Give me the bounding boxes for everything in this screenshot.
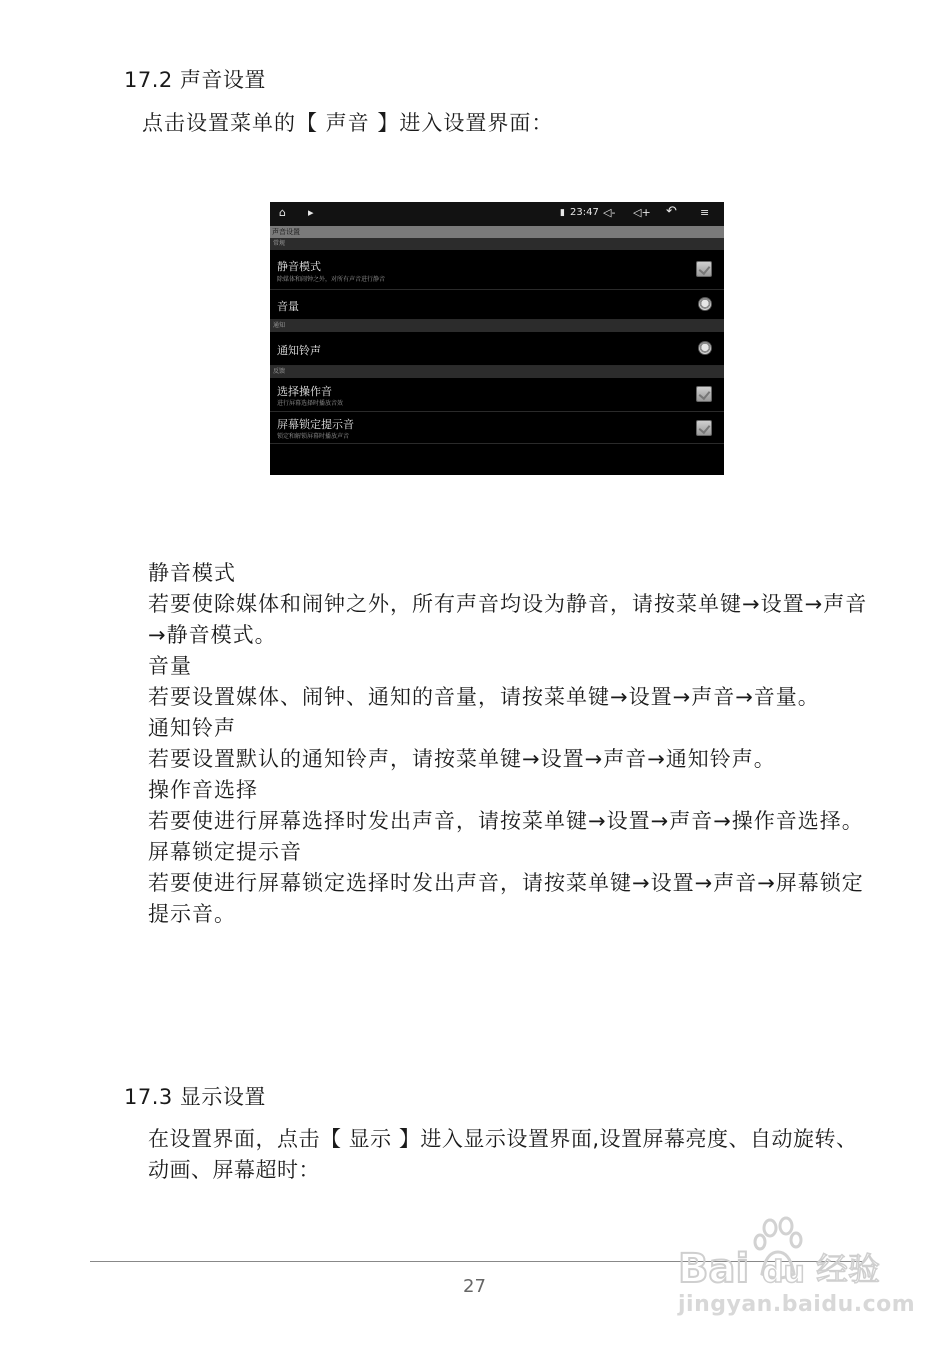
page-number: 27 [463, 1276, 486, 1297]
category-header: 通知 [270, 320, 724, 332]
back-icon: ↶ [666, 204, 677, 219]
setting-row-screen-lock-sounds [270, 412, 724, 444]
option-description: 若要设置媒体、闹钟、通知的音量，请按菜单键→设置→声音→音量。 [148, 685, 820, 709]
option-title: 静音模式 [148, 561, 236, 585]
option-title: 操作音选择 [148, 778, 258, 802]
category-header: 反馈 [270, 366, 724, 378]
svg-text:Bai: Bai [678, 1246, 750, 1292]
sound-settings-screenshot [270, 202, 724, 475]
setting-title: 音量 [277, 300, 299, 313]
display-settings-intro: 在设置界面，点击【 显示 】进入显示设置界面,设置屏幕亮度、自动旋转、动画、屏幕超时： [148, 1127, 858, 1182]
setting-row-notification-ringtone [270, 332, 724, 366]
setting-title: 静音模式 [277, 260, 321, 273]
category-header: 常规 [270, 238, 724, 250]
setting-summary: 进行屏幕选择时播放音效 [277, 400, 344, 407]
option-title: 屏幕锁定提示音 [148, 840, 302, 864]
option-description: 若要使进行屏幕锁定选择时发出声音，请按菜单键→设置→声音→屏幕锁定提示音。 [148, 871, 864, 926]
setting-row-touch-sounds [270, 378, 724, 412]
option-description: 若要使除媒体和闹钟之外，所有声音均设为静音，请按菜单键→设置→声音→静音模式。 [148, 592, 868, 647]
volume-down-icon: ◁- [603, 206, 616, 219]
setting-row-volume [270, 290, 724, 320]
battery-icon: ▮ [560, 208, 565, 218]
volume-up-icon: ◁+ [633, 206, 651, 219]
section-heading-17-3: 17.3 显示设置 [124, 1085, 266, 1109]
baidu-jingyan-watermark-logo [676, 1216, 896, 1292]
section-heading-17-2: 17.2 声音设置 [124, 68, 266, 92]
setting-summary: 除媒体和闹钟之外，对所有声音进行静音 [277, 276, 386, 283]
screen-lock-sounds-checkbox [696, 420, 712, 436]
svg-text:du: du [762, 1255, 805, 1290]
setting-title: 选择操作音 [277, 385, 332, 398]
sound-settings-intro: 点击设置菜单的【 声音 】进入设置界面： [142, 111, 554, 135]
settings-title-bar: 声音设置 [270, 226, 724, 238]
setting-summary: 锁定和解锁屏幕时播放声音 [277, 433, 350, 440]
dropdown-icon [698, 341, 712, 355]
setting-row-silent-mode [270, 250, 724, 290]
svg-text:经验: 经验 [816, 1250, 881, 1288]
setting-title: 屏幕锁定提示音 [277, 418, 354, 431]
option-title: 通知铃声 [148, 716, 236, 740]
setting-title: 通知铃声 [277, 344, 321, 357]
home-icon: ⌂ [279, 206, 286, 219]
status-bar [270, 202, 724, 226]
status-time: 23:47 [570, 207, 599, 218]
touch-sounds-checkbox [696, 386, 712, 402]
sound-options-descriptions [148, 558, 868, 930]
option-description: 若要使进行屏幕选择时发出声音，请按菜单键→设置→声音→操作音选择。 [148, 809, 864, 833]
silent-mode-checkbox [696, 261, 712, 277]
dropdown-icon [698, 297, 712, 311]
option-description: 若要设置默认的通知铃声，请按菜单键→设置→声音→通知铃声。 [148, 747, 776, 771]
watermark-url: jingyan.baidu.com [678, 1292, 916, 1317]
menu-icon: ≡ [700, 206, 710, 219]
media-icon: ▸ [308, 206, 314, 219]
option-title: 音量 [148, 654, 192, 678]
